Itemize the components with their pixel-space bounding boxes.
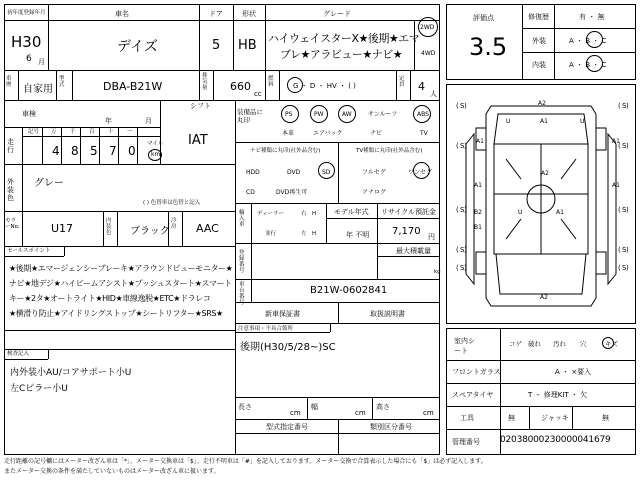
svg-text:S: S — [622, 246, 627, 254]
fuel-label: 燃料 — [268, 76, 274, 88]
mileage-grid-line — [80, 127, 81, 164]
navi-item: DVD再生可 — [276, 189, 308, 196]
front-glass-value: A ・ ×要入 — [555, 368, 592, 376]
drive-2wd: 2WD — [420, 24, 435, 31]
damage-mark: A2 — [540, 294, 548, 301]
damage-mark: A1 — [474, 182, 482, 189]
svg-text:S: S — [622, 206, 627, 214]
mileage-digit: 7 — [109, 144, 117, 158]
color-no-label: カラーNo. — [5, 218, 20, 230]
damage-mark: U — [518, 209, 523, 216]
model-year-value: 年 不明 — [346, 231, 370, 239]
import-dealer: ディーラー — [257, 211, 285, 217]
class-no-label: 類別区分番号 — [370, 423, 412, 431]
import-handle-1: H — [312, 211, 317, 217]
equipment-item: ABS — [417, 111, 429, 118]
exterior-selected-circle — [586, 31, 603, 48]
category-value: 自家用 — [23, 84, 53, 95]
manage-label: 管理番号 — [452, 438, 480, 446]
damage-mark: A1 — [556, 209, 564, 216]
score-value: 3.5 — [469, 33, 508, 61]
equipment-circle — [338, 105, 356, 123]
import-parallel: 並行 — [265, 231, 277, 237]
model-label: 型式 — [59, 76, 65, 88]
recycle-label: リサイクル預託金 — [381, 208, 437, 216]
svg-text:(: ( — [618, 102, 621, 110]
mileage-first-header: 記号 — [28, 129, 40, 135]
equipment-item: ナビ — [370, 130, 383, 137]
name-label: 車名 — [115, 10, 129, 18]
inspector-line-2: 左Cピラー小U — [10, 384, 68, 394]
spare-tire-value: T ・ 修理KIT ・ 欠 — [528, 391, 588, 399]
equipment-circle — [310, 105, 328, 123]
svg-text:): ) — [464, 206, 467, 214]
mileage-header: 一 — [127, 129, 133, 135]
navi-label — [250, 148, 320, 154]
sales-line-3: キー★2タ★オートライト★HID★車線逸脱★ETC★ドラレコ — [9, 294, 211, 303]
interior-sheet-label: 室内シート — [454, 337, 475, 355]
svg-text:(: ( — [618, 246, 621, 254]
svg-text:S: S — [622, 102, 627, 110]
mileage-unit-mile: マイル — [147, 141, 164, 147]
equipment-circle — [281, 105, 299, 123]
tv-item: ワンセグ — [408, 169, 433, 176]
manual-label: 取扱説明書 — [370, 310, 405, 318]
equipment-item: AW — [342, 111, 352, 118]
tv-item: フルセグ — [362, 169, 386, 176]
capacity-unit: 人 — [430, 90, 437, 98]
damage-mark: U — [506, 118, 511, 125]
color-label: 外装色 — [7, 178, 14, 202]
ac-label: 冷房 — [171, 218, 177, 230]
damage-mark: A1 — [476, 138, 484, 145]
fuel-selected-circle — [287, 77, 303, 93]
mileage-grid-line — [118, 127, 119, 164]
exterior-label: 外装 — [532, 37, 546, 45]
reg-year-label: 初年度登録年月 — [7, 10, 46, 16]
mileage-digit: 8 — [71, 144, 79, 158]
navi-item: SD — [322, 169, 331, 176]
model-value: DBA-B21W — [103, 80, 163, 93]
fuel-options: G ・ D ・ HV ・ ( ) — [293, 82, 356, 90]
reg-month-value: 6 — [26, 54, 32, 64]
mileage-grid-line — [61, 127, 62, 164]
damage-mark: A2 — [538, 100, 546, 107]
svg-text:(: ( — [456, 246, 459, 254]
navi-label-text: ナビ種類に丸印 — [250, 148, 289, 154]
svg-text:(: ( — [456, 142, 459, 150]
shift-value: IAT — [188, 133, 208, 148]
navi-label-sub: (社外品含む) — [288, 148, 321, 154]
shift-label: シフト — [190, 102, 211, 110]
shape-value: HB — [238, 38, 257, 53]
interior-color-value: ブラック — [130, 226, 170, 237]
svg-text:): ) — [464, 264, 467, 272]
damage-mark: A1 — [612, 182, 620, 189]
navi-item: HDD — [246, 169, 260, 176]
import-label: 輸入車 — [239, 210, 245, 228]
svg-text:S: S — [460, 206, 465, 214]
mileage-header: 十 — [108, 129, 114, 135]
import-left: 左 — [301, 231, 307, 237]
grade-line2: ブレ★アラビュー★ナビ★ — [280, 48, 403, 61]
max-load-unit: kg — [434, 269, 441, 275]
mileage-digit: 0 — [128, 144, 136, 158]
manage-value: 020380002300000416​79 — [500, 435, 611, 445]
reg-year-value: H30 — [11, 33, 42, 51]
mileage-grid-line — [42, 127, 43, 164]
svg-text:S: S — [460, 264, 465, 272]
equipment-label: 装備品に丸印 — [237, 108, 263, 124]
damage-mark: A2 — [541, 170, 549, 177]
svg-text:(: ( — [618, 206, 621, 214]
mileage-digit: 5 — [90, 144, 98, 158]
svg-text:(: ( — [456, 102, 459, 110]
displacement-unit: cc — [254, 90, 262, 98]
svg-text:): ) — [464, 142, 467, 150]
svg-text:S: S — [622, 142, 627, 150]
mileage-unit-km: km — [151, 151, 161, 158]
sales-line-1: ★後期★エマージェンシーブレーキ★アラウンドビューモニター★ — [9, 264, 233, 273]
interior-sheet-item: 破れ — [528, 340, 541, 348]
exterior-options: A ・ B ・ C — [569, 37, 607, 45]
sales-points-label: セールスポイント — [7, 248, 51, 254]
equipment-item: 本革 — [282, 130, 295, 137]
mileage-grid-line — [99, 127, 100, 164]
kizu-circle — [602, 337, 614, 349]
sales-line-4: ★横滑り防止★アイドリングストップ★シートリフター★SRS★ — [9, 309, 223, 318]
mileage-label: 走行 — [7, 138, 14, 154]
damage-mark: A1 — [540, 118, 548, 125]
displacement-value: 660 — [230, 80, 251, 93]
svg-text:S: S — [622, 264, 627, 272]
drive-4wd: 4WD — [421, 50, 436, 57]
svg-text:(: ( — [618, 142, 621, 150]
svg-text:): ) — [464, 102, 467, 110]
footer-line-1: 走行距離の記号欄にはメーター改ざん車は「*」、メーター交換車は「$」、走行不明車は「#」を記入しております。メーター交換で合算表示した場合にも「$」は必ず記入します。 — [4, 458, 487, 465]
width-unit: cm — [355, 409, 366, 417]
color-value: グレー — [34, 178, 64, 189]
grade-line1: ハイウェイスターX★後期★エマ — [268, 32, 420, 45]
capacity-label: 定員 — [399, 76, 405, 88]
equipment-item: TV — [420, 130, 428, 137]
capacity-value: 4 — [418, 80, 425, 93]
mileage-header: 万 — [51, 129, 57, 135]
tv-label — [356, 148, 422, 154]
inspector-line-1: 内外装小AU/コアサポート小U — [10, 368, 132, 378]
score-label: 評価点 — [473, 14, 494, 22]
svg-text:): ) — [626, 264, 629, 272]
height-unit: cm — [423, 409, 434, 417]
height-label: 高さ — [376, 403, 390, 411]
grade-label: グレード — [323, 10, 351, 18]
svg-text:(: ( — [618, 264, 621, 272]
inspection-month-unit: 月 — [145, 117, 152, 125]
caution-value: 後期(H30/5/28~)SC — [240, 342, 336, 353]
name-value: デイズ — [117, 39, 158, 55]
interior-options: A ・ B ・ C — [569, 61, 607, 69]
recycle-value: 7,170 — [392, 226, 421, 237]
damage-mark: A1 — [612, 138, 620, 145]
jack-label: ジャッキ — [541, 414, 569, 422]
mileage-header: 千 — [70, 129, 76, 135]
tv-label-text: TV種類に丸印 — [356, 148, 391, 154]
model-no-label: 型式指定番号 — [266, 423, 308, 431]
chassis-label: 車台番号 — [239, 282, 245, 306]
interior-sheet-item: コゲ — [509, 340, 522, 348]
tv-circle — [413, 162, 430, 179]
equipment-circle — [413, 105, 431, 123]
tv-label-sub: (社外品含む) — [390, 148, 423, 154]
front-glass-label: フロントガラス — [452, 368, 501, 376]
mileage-digit: 4 — [52, 144, 60, 158]
warranty-label: 新車保証書 — [265, 310, 300, 318]
interior-sheet-item: 穴 — [580, 340, 587, 348]
svg-text:): ) — [464, 246, 467, 254]
inspection-year-unit: 年 — [105, 117, 112, 125]
doors-value: 5 — [212, 38, 221, 53]
equipment-item: PS — [285, 111, 293, 118]
ac-value: AAC — [196, 222, 219, 235]
registration-label: 登録番号 — [239, 250, 245, 274]
navi-item: DVD — [287, 169, 301, 176]
svg-text:S: S — [460, 246, 465, 254]
import-right: 右 — [301, 211, 307, 217]
interior-selected-circle — [586, 55, 603, 72]
displacement-label: 排気量 — [202, 73, 208, 91]
tools-label: 工具 — [460, 414, 474, 422]
equipment-item: PW — [314, 111, 324, 118]
width-label: 幅 — [311, 403, 318, 411]
doors-label: ドア — [209, 10, 223, 18]
recycle-unit: 円 — [428, 233, 435, 241]
interior-label: 内装 — [532, 61, 546, 69]
shape-label: 形状 — [242, 10, 256, 18]
mileage-header: 百 — [89, 129, 95, 135]
color-no-value: U17 — [51, 222, 74, 235]
sales-line-2: ナビ★地デジ★ハイビームアシスト★プッシュスタート★スマート — [9, 279, 232, 288]
svg-text:S: S — [460, 142, 465, 150]
spare-tire-label: スペアタイヤ — [452, 391, 494, 399]
equipment-item: エアバック — [313, 130, 343, 137]
navi-circle — [318, 162, 335, 179]
svg-text:): ) — [626, 102, 629, 110]
svg-text:): ) — [626, 142, 629, 150]
length-label: 長さ — [238, 403, 252, 411]
svg-text:(: ( — [456, 264, 459, 272]
color-note: ( ) 色替車は色替と記入 — [143, 200, 201, 206]
damage-mark: U — [580, 118, 585, 125]
interior-sheet-item: キズ — [605, 340, 618, 348]
inspector-label: 検査記入 — [7, 351, 30, 357]
svg-text:): ) — [626, 206, 629, 214]
import-handle-2: H — [312, 231, 317, 237]
inspection-label: 車検 — [22, 110, 36, 118]
footer-line-2: またメーター交換の条件を満たしていないものはメーター改ざん車に扱います。 — [4, 468, 220, 475]
category-label: 車歴 — [6, 76, 12, 88]
max-load-label: 最大積載量 — [396, 247, 431, 255]
svg-text:): ) — [626, 246, 629, 254]
damage-mark: B1 — [474, 224, 482, 231]
repair-options: 有 ・ 無 — [579, 13, 605, 21]
chassis-value: B21W-0602841 — [310, 285, 388, 296]
equipment-item: サンルーフ — [368, 111, 398, 118]
tv-item: アナログ — [362, 189, 387, 196]
reg-month-unit: 月 — [38, 58, 45, 66]
interior-color-label: 内装色 — [106, 218, 112, 236]
length-unit: cm — [290, 409, 301, 417]
mileage-grid-line — [137, 127, 138, 164]
tools-value: 無 — [508, 414, 515, 422]
repair-label: 修復歴 — [528, 13, 549, 21]
svg-text:(: ( — [456, 206, 459, 214]
damage-mark: B2 — [474, 209, 482, 216]
navi-item: CD — [246, 189, 255, 196]
jack-value: 無 — [602, 414, 609, 422]
caution-label: 注意事項・不具合箇所 — [238, 326, 294, 332]
svg-text:S: S — [460, 102, 465, 110]
model-year-label: モデル年式 — [334, 208, 369, 216]
interior-sheet-item: 汚れ — [553, 340, 566, 348]
